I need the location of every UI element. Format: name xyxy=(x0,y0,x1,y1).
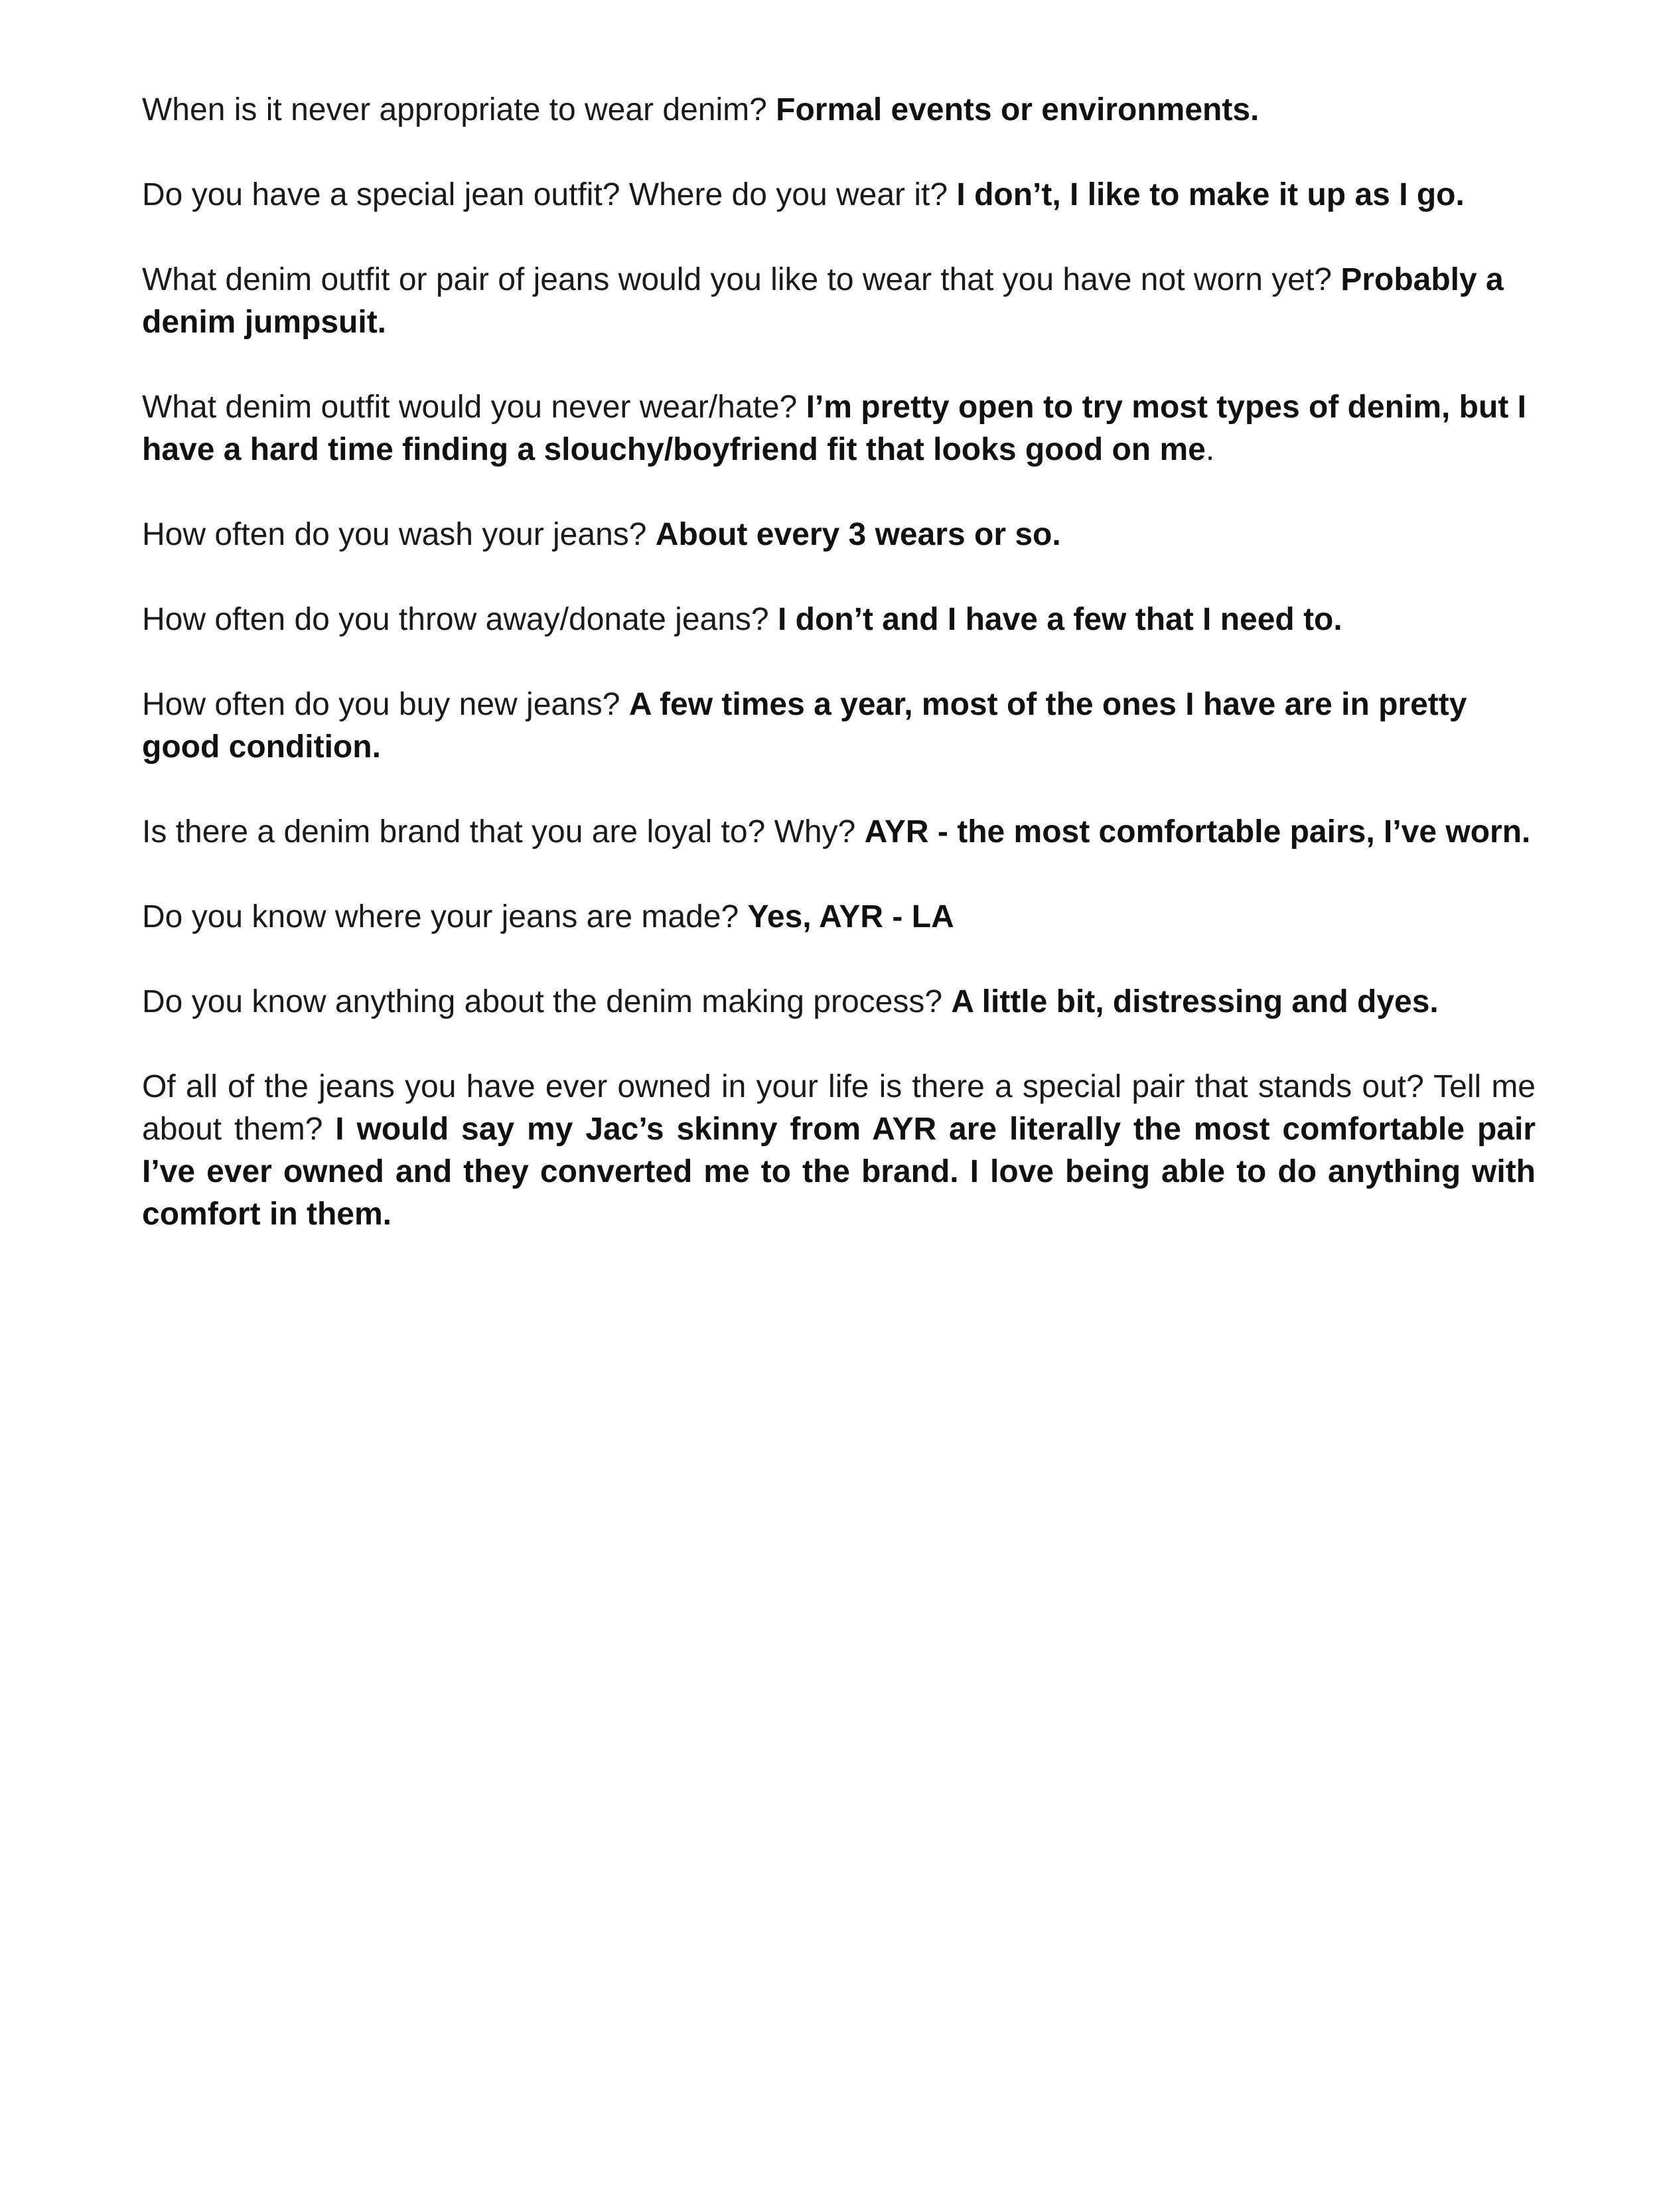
qa-item xyxy=(142,386,1536,471)
question-text: Do you know anything about the denim making process? xyxy=(142,984,943,1019)
qa-item xyxy=(142,514,1536,556)
answer-text: I’m pretty open to try most types of denim, but I have a hard time finding a slouchy/boyfriend fit that looks good on me xyxy=(142,390,1526,467)
question-text: What denim outfit would you never wear/hate? xyxy=(142,390,798,425)
qa-item xyxy=(142,684,1536,769)
qa-item xyxy=(142,811,1536,853)
answer-text: I don’t, I like to make it up as I go. xyxy=(956,177,1465,212)
answer-text: Formal events or environments. xyxy=(776,92,1260,127)
qa-item xyxy=(142,896,1536,938)
answer-text: A little bit, distressing and dyes. xyxy=(951,984,1439,1019)
question-text: Do you know where your jeans are made? xyxy=(142,899,739,934)
answer-text: About every 3 wears or so. xyxy=(655,517,1061,552)
question-text: How often do you throw away/donate jeans? xyxy=(142,602,769,637)
document-page xyxy=(142,89,1536,1278)
trailing-period: . xyxy=(1205,432,1215,467)
qa-item xyxy=(142,981,1536,1023)
question-text: When is it never appropriate to wear denim? xyxy=(142,92,767,127)
qa-item xyxy=(142,89,1536,131)
question-text: Is there a denim brand that you are loyal to? Why? xyxy=(142,814,856,849)
answer-text: Yes, AYR - LA xyxy=(747,899,954,934)
answer-text: Probably a denim jumpsuit. xyxy=(142,262,1504,340)
question-text: How often do you wash your jeans? xyxy=(142,517,647,552)
question-text: Do you have a special jean outfit? Where do you wear it? xyxy=(142,177,948,212)
qa-item xyxy=(142,1066,1536,1236)
qa-item xyxy=(142,174,1536,216)
answer-text: I would say my Jac’s skinny from AYR are literally the most comfortable pair I’ve ever owned and they converted me to the brand. I love being able to do anything with comfort in them. xyxy=(142,1112,1536,1232)
answer-text: I don’t and I have a few that I need to. xyxy=(777,602,1342,637)
question-text: How often do you buy new jeans? xyxy=(142,687,620,722)
qa-item xyxy=(142,259,1536,344)
answer-text: AYR - the most comfortable pairs, I’ve worn. xyxy=(864,814,1531,849)
qa-item xyxy=(142,599,1536,641)
question-text: Of all of the jeans you have ever owned in your life is there a special pair that stands out? Tell me about them? xyxy=(142,1069,1536,1147)
answer-text: A few times a year, most of the ones I have are in pretty good condition. xyxy=(142,687,1467,765)
question-text: What denim outfit or pair of jeans would you like to wear that you have not worn yet? xyxy=(142,262,1332,297)
